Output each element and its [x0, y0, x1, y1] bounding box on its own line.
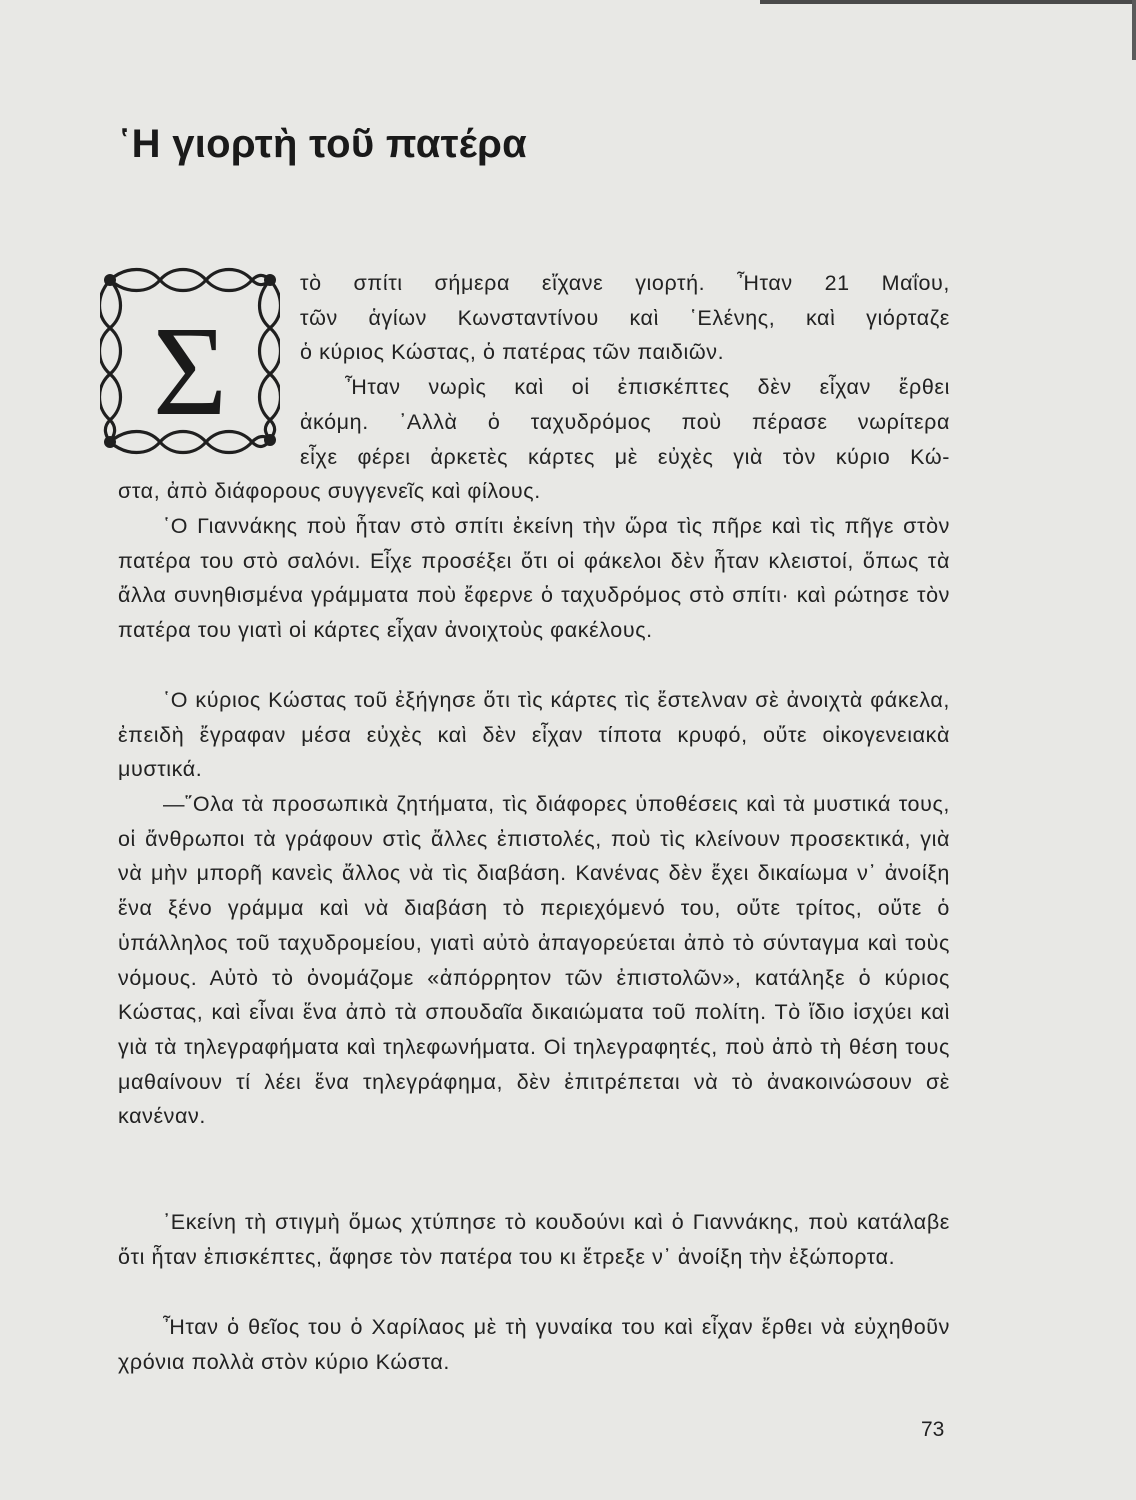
- ornamental-dropcap: [100, 266, 280, 458]
- paragraph-continuation: στα, ἀπὸ διάφορους συγγενεῖς καὶ φίλους.: [118, 479, 541, 503]
- text-line: τὸ σπίτι σήμερα εἴχανε γιορτή. Ἦταν 21 Μαΐου,: [300, 271, 950, 295]
- text-line: τῶν ἁγίων Κωνσταντίνου καὶ ῾Ελένης, καὶ γιόρταζε: [300, 305, 950, 330]
- text-line: εἶχε φέρει ἀρκετὲς κάρτες μὲ εὐχὲς γιὰ τὸν κύριο Κώ-: [300, 444, 950, 469]
- chapter-title: ῾Η γιορτὴ τοῦ πατέρα: [118, 122, 528, 166]
- scan-edge-top: [760, 0, 1136, 4]
- text-line: ἀκόμη. ᾿Αλλὰ ὁ ταχυδρόμος ποὺ πέρασε νωρίτερα: [300, 409, 950, 434]
- opening-paragraph: [300, 266, 950, 474]
- text-line: Ἦταν νωρὶς καὶ οἱ ἐπισκέπτες δὲν εἶχαν ἔρθει: [345, 375, 950, 400]
- paragraph: ῾Ο Γιαννάκης ποὺ ἦταν στὸ σπίτι ἐκείνη τὴν ὥρα τὶς πῆρε καὶ τὶς πῆγε στὸν πατέρα του στὸ σαλόνι. Εἶχε προσέξει ὅτι οἱ φάκελοι δὲν ἦταν κλειστοί, ὅπως τὰ ἄλλα συνηθισμένα γράμματα ποὺ ἔφερνε ὁ ταχυδρόμος στὸ σπίτι· καὶ ρώτησε τὸν πατέρα του γιατὶ οἱ κάρτες εἶχαν ἀνοιχτοὺς φακέλους.: [118, 514, 950, 643]
- dialogue-paragraph: —῞Ολα τὰ προσωπικὰ ζητήματα, τὶς διάφορες ὑποθέσεις καὶ τὰ μυστικά τους, οἱ ἄνθρωποι τὰ γράφουν στὶς ἄλλες ἐπιστολές, ποὺ τὶς κλείνουν προσεκτικά, γιὰ νὰ μὴν μπορῆ κανεὶς ἄλλος νὰ τὶς διαβάση. Κανένας δὲν ἔχει δικαίωμα ν᾿ ἀνοίξη ἕνα ξένο γράμμα καὶ νὰ διαβάση τὸ περιεχόμενό του, οὔτε τρίτος, οὔτε ὁ ὑπάλληλος τοῦ ταχυδρομείου, γιατὶ αὐτὸ ἀπαγορεύεται ἀπὸ τὸ σύνταγμα καὶ τοὺς νόμους. Αὐτὸ τὸ ὀνομάζομε «ἀπόρρητον τῶν ἐπιστολῶν», κατάληξε ὁ κύριος Κώστας, καὶ εἶναι ἕνα ἀπὸ τὰ σπουδαῖα δικαιώματα τοῦ πολίτη. Τὸ ἴδιο ἰσχύει καὶ γιὰ τὰ τηλεγραφήματα καὶ τηλεφωνήματα. Οἱ τηλεγραφητές, ποὺ ἀπὸ τὴ θέση τους μαθαίνουν τί λέει ἕνα τηλεγράφημα, δὲν ἐπιτρέπεται νὰ τὸ ἀνακοινώσουν σὲ κανέναν.: [118, 792, 950, 1129]
- paragraph: Ἦταν ὁ θεῖος του ὁ Χαρίλαος μὲ τὴ γυναίκα του καὶ εἶχαν ἔρθει νὰ εὐχηθοῦν χρόνια πολλὰ στὸν κύριο Κώστα.: [118, 1315, 950, 1374]
- scan-edge-right: [1132, 0, 1136, 60]
- paragraph: ᾿Εκείνη τὴ στιγμὴ ὅμως χτύπησε τὸ κουδούνι καὶ ὁ Γιαννάκης, ποὺ κατάλαβε ὅτι ἦταν ἐπισκέπτες, ἄφησε τὸν πατέρα του κι ἔτρεξε ν᾿ ἀνοίξη τὴν ἐξώπορτα.: [118, 1210, 950, 1269]
- ornamental-frame-icon: [100, 266, 280, 458]
- dropcap-letter: Σ: [152, 300, 228, 442]
- text-line: ὁ κύριος Κώστας, ὁ πατέρας τῶν παιδιῶν.: [300, 340, 725, 365]
- paragraph: ῾Ο κύριος Κώστας τοῦ ἐξήγησε ὅτι τὶς κάρτες τὶς ἔστελναν σὲ ἀνοιχτὰ φάκελα, ἐπειδὴ ἔγραφαν μέσα εὐχὲς καὶ δὲν εἶχαν τίποτα κρυφό, οὔτε οἰκογενειακὰ μυστικά.: [118, 688, 950, 782]
- page-number: 73: [921, 1418, 945, 1441]
